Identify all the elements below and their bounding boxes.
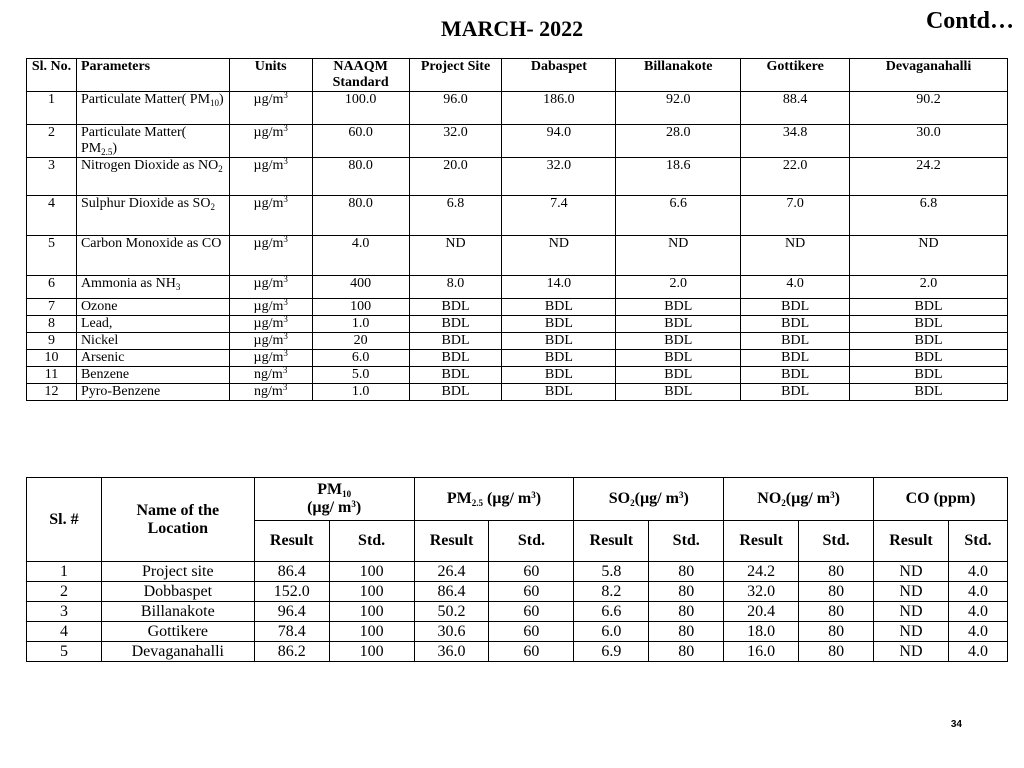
pm10-result-cell: 152.0 [254,582,329,602]
billanakote-value-cell: BDL [616,384,741,401]
pm10-std-cell: 100 [329,562,414,582]
naaqm-standard-cell: 60.0 [312,125,409,158]
page-number: 34 [950,719,962,730]
table-row [27,367,1008,384]
sl-no-cell: 8 [27,316,77,333]
naaqm-standard-cell: 400 [312,276,409,299]
unit-cell: $\mu g/m^3$ [229,350,312,367]
co-std-cell: 4.0 [948,602,1007,622]
dabaspet-value-cell: BDL [502,384,616,401]
location-results-table [26,477,1008,662]
parameter-cell: Particulate Matter( $PM_{2.5}$) [76,125,229,158]
dabaspet-value-cell: BDL [502,350,616,367]
header-std: Std. [489,521,574,562]
parameter-cell: Particulate Matter( $PM_{10}$) [76,92,229,125]
sl-no-cell: 7 [27,299,77,316]
gottikere-value-cell: 4.0 [741,276,850,299]
table-row [27,92,1008,125]
header-std: Std. [799,521,874,562]
parameter-cell: Ozone [76,299,229,316]
parameter-cell: Sulphur Dioxide as $SO_2$ [76,196,229,236]
devaganahalli-value-cell: 90.2 [850,92,1008,125]
naaqm-standard-cell: 80.0 [312,158,409,196]
unit-cell: $\mu g/m^3$ [229,158,312,196]
header-gottikere: Gottikere [741,59,850,92]
pm25-std-cell: 60 [489,642,574,662]
no2-std-cell: 80 [799,642,874,662]
so2-std-cell: 80 [649,642,724,662]
so2-result-cell: 6.0 [574,622,649,642]
pm10-result-cell: 86.2 [254,642,329,662]
pm25-result-cell: 50.2 [414,602,489,622]
dabaspet-value-cell: ND [502,236,616,276]
dabaspet-value-cell: BDL [502,367,616,384]
pm10-std-cell: 100 [329,622,414,642]
parameter-cell: Nitrogen Dioxide as $NO_2$ [76,158,229,196]
unit-cell: $\mu g/m^3$ [229,236,312,276]
co-result-cell: ND [874,622,949,642]
devaganahalli-value-cell: BDL [850,299,1008,316]
parameters-table [26,58,1008,401]
pm10-result-cell: 86.4 [254,562,329,582]
location-cell: Gottikere [101,622,254,642]
co-result-cell: ND [874,582,949,602]
co-result-cell: ND [874,642,949,662]
dabaspet-value-cell: 186.0 [502,92,616,125]
gottikere-value-cell: BDL [741,367,850,384]
project-site-value-cell: BDL [409,367,502,384]
gottikere-value-cell: BDL [741,384,850,401]
project-site-value-cell: BDL [409,333,502,350]
dabaspet-value-cell: 14.0 [502,276,616,299]
naaqm-standard-cell: 6.0 [312,350,409,367]
naaqm-standard-cell: 1.0 [312,316,409,333]
sl-no-cell: 9 [27,333,77,350]
header-result: Result [724,521,799,562]
unit-cell: $\mu g/m^3$ [229,333,312,350]
parameter-cell: Pyro-Benzene [76,384,229,401]
billanakote-value-cell: 18.6 [616,158,741,196]
project-site-value-cell: 8.0 [409,276,502,299]
table-row [27,158,1008,196]
header-units: Units [229,59,312,92]
sl-no-cell: 3 [27,158,77,196]
header-result: Result [874,521,949,562]
sl-no-cell: 1 [27,92,77,125]
dabaspet-value-cell: 32.0 [502,158,616,196]
sl-cell: 1 [27,562,102,582]
devaganahalli-value-cell: BDL [850,333,1008,350]
pm10-result-cell: 78.4 [254,622,329,642]
dabaspet-value-cell: BDL [502,333,616,350]
naaqm-standard-cell: 20 [312,333,409,350]
header-result: Result [414,521,489,562]
pm25-result-cell: 26.4 [414,562,489,582]
so2-result-cell: 8.2 [574,582,649,602]
header-location: Name of the Location [101,478,254,562]
naaqm-standard-cell: 1.0 [312,384,409,401]
header-billanakote: Billanakote [616,59,741,92]
location-cell: Billanakote [101,602,254,622]
so2-result-cell: 6.6 [574,602,649,622]
table-row [27,384,1008,401]
table-row [27,562,1008,582]
co-result-cell: ND [874,562,949,582]
parameter-cell: Ammonia as $NH_3$ [76,276,229,299]
table-row [27,333,1008,350]
billanakote-value-cell: 2.0 [616,276,741,299]
gottikere-value-cell: BDL [741,299,850,316]
so2-std-cell: 80 [649,622,724,642]
no2-std-cell: 80 [799,602,874,622]
so2-result-cell: 5.8 [574,562,649,582]
billanakote-value-cell: BDL [616,299,741,316]
billanakote-value-cell: 92.0 [616,92,741,125]
co-std-cell: 4.0 [948,642,1007,662]
project-site-value-cell: 20.0 [409,158,502,196]
billanakote-value-cell: 28.0 [616,125,741,158]
devaganahalli-value-cell: 2.0 [850,276,1008,299]
header-std: Std. [649,521,724,562]
sl-cell: 2 [27,582,102,602]
table-row [27,350,1008,367]
page-title: MARCH- 2022 [440,16,584,41]
sl-cell: 4 [27,622,102,642]
sl-no-cell: 4 [27,196,77,236]
header-dabaspet: Dabaspet [502,59,616,92]
no2-result-cell: 20.4 [724,602,799,622]
pm25-result-cell: 86.4 [414,582,489,602]
header-std: Std. [948,521,1007,562]
project-site-value-cell: 96.0 [409,92,502,125]
location-cell: Project site [101,562,254,582]
table-row [27,125,1008,158]
pm10-std-cell: 100 [329,642,414,662]
parameter-cell: Nickel [76,333,229,350]
project-site-value-cell: BDL [409,299,502,316]
parameter-cell: Carbon Monoxide as CO [76,236,229,276]
gottikere-value-cell: 88.4 [741,92,850,125]
parameter-cell: Benzene [76,367,229,384]
dabaspet-value-cell: 7.4 [502,196,616,236]
sl-no-cell: 6 [27,276,77,299]
billanakote-value-cell: BDL [616,367,741,384]
gottikere-value-cell: 34.8 [741,125,850,158]
co-std-cell: 4.0 [948,562,1007,582]
table-header-row [27,59,1008,92]
so2-std-cell: 80 [649,582,724,602]
table-row [27,196,1008,236]
devaganahalli-value-cell: BDL [850,316,1008,333]
header-co: CO (ppm) [874,478,1008,521]
header-project-site: Project Site [409,59,502,92]
header-std: Std. [329,521,414,562]
devaganahalli-value-cell: BDL [850,384,1008,401]
project-site-value-cell: BDL [409,316,502,333]
header-result: Result [574,521,649,562]
naaqm-standard-cell: 5.0 [312,367,409,384]
table-row [27,299,1008,316]
so2-std-cell: 80 [649,602,724,622]
devaganahalli-value-cell: BDL [850,367,1008,384]
sl-no-cell: 12 [27,384,77,401]
sl-no-cell: 2 [27,125,77,158]
so2-std-cell: 80 [649,562,724,582]
sl-no-cell: 10 [27,350,77,367]
devaganahalli-value-cell: BDL [850,350,1008,367]
billanakote-value-cell: BDL [616,316,741,333]
pm25-std-cell: 60 [489,602,574,622]
header-no2: $NO_2(\mu g/$ $m^3$) [724,478,874,521]
header-sl: Sl. # [27,478,102,562]
pm10-std-cell: 100 [329,582,414,602]
project-site-value-cell: BDL [409,384,502,401]
table-row [27,642,1008,662]
unit-cell: $\mu g/m^3$ [229,299,312,316]
no2-std-cell: 80 [799,622,874,642]
no2-std-cell: 80 [799,582,874,602]
devaganahalli-value-cell: 6.8 [850,196,1008,236]
header-pm25: $PM_{2.5}$ (µg/ $m^3$) [414,478,574,521]
header-so2: $SO_2(\mu g/$ $m^3$) [574,478,724,521]
so2-result-cell: 6.9 [574,642,649,662]
gottikere-value-cell: 7.0 [741,196,850,236]
table-row [27,276,1008,299]
naaqm-standard-cell: 4.0 [312,236,409,276]
no2-result-cell: 32.0 [724,582,799,602]
pm10-result-cell: 96.4 [254,602,329,622]
project-site-value-cell: 6.8 [409,196,502,236]
devaganahalli-value-cell: ND [850,236,1008,276]
co-std-cell: 4.0 [948,622,1007,642]
co-result-cell: ND [874,602,949,622]
header-parameters: Parameters [76,59,229,92]
header-pm10: $PM_{10}$ (µg/ $m^3$) [254,478,414,521]
unit-cell: $\mu g/m^3$ [229,196,312,236]
group-header-row [27,478,1008,521]
dabaspet-value-cell: BDL [502,299,616,316]
unit-cell: $\mu g/m^3$ [229,276,312,299]
devaganahalli-value-cell: 30.0 [850,125,1008,158]
table-row [27,236,1008,276]
gottikere-value-cell: 22.0 [741,158,850,196]
no2-result-cell: 18.0 [724,622,799,642]
pm25-std-cell: 60 [489,582,574,602]
co-std-cell: 4.0 [948,582,1007,602]
header-devaganahalli: Devaganahalli [850,59,1008,92]
table-row [27,582,1008,602]
project-site-value-cell: 32.0 [409,125,502,158]
no2-result-cell: 24.2 [724,562,799,582]
gottikere-value-cell: ND [741,236,850,276]
parameter-cell: Lead, [76,316,229,333]
table-row [27,622,1008,642]
pm25-result-cell: 30.6 [414,622,489,642]
devaganahalli-value-cell: 24.2 [850,158,1008,196]
pm25-std-cell: 60 [489,562,574,582]
unit-cell: $ng/m^3$ [229,367,312,384]
header-result: Result [254,521,329,562]
billanakote-value-cell: 6.6 [616,196,741,236]
sl-cell: 5 [27,642,102,662]
billanakote-value-cell: ND [616,236,741,276]
unit-cell: $\mu g/m^3$ [229,316,312,333]
sl-no-cell: 5 [27,236,77,276]
billanakote-value-cell: BDL [616,350,741,367]
unit-cell: $ng/m^3$ [229,384,312,401]
location-cell: Dobbaspet [101,582,254,602]
header-naaqm-standard: NAAQM Standard [312,59,409,92]
project-site-value-cell: ND [409,236,502,276]
pm10-std-cell: 100 [329,602,414,622]
naaqm-standard-cell: 100 [312,299,409,316]
gottikere-value-cell: BDL [741,333,850,350]
no2-std-cell: 80 [799,562,874,582]
dabaspet-value-cell: BDL [502,316,616,333]
header-sl-no: Sl. No. [27,59,77,92]
parameter-cell: Arsenic [76,350,229,367]
pm25-result-cell: 36.0 [414,642,489,662]
unit-cell: $\mu g/m^3$ [229,125,312,158]
gottikere-value-cell: BDL [741,316,850,333]
dabaspet-value-cell: 94.0 [502,125,616,158]
naaqm-standard-cell: 80.0 [312,196,409,236]
billanakote-value-cell: BDL [616,333,741,350]
table-row [27,602,1008,622]
pm25-std-cell: 60 [489,622,574,642]
project-site-value-cell: BDL [409,350,502,367]
gottikere-value-cell: BDL [741,350,850,367]
sl-cell: 3 [27,602,102,622]
unit-cell: $\mu g/m^3$ [229,92,312,125]
sl-no-cell: 11 [27,367,77,384]
naaqm-standard-cell: 100.0 [312,92,409,125]
no2-result-cell: 16.0 [724,642,799,662]
table-row [27,316,1008,333]
location-cell: Devaganahalli [101,642,254,662]
continued-label: Contd… [925,8,1014,34]
